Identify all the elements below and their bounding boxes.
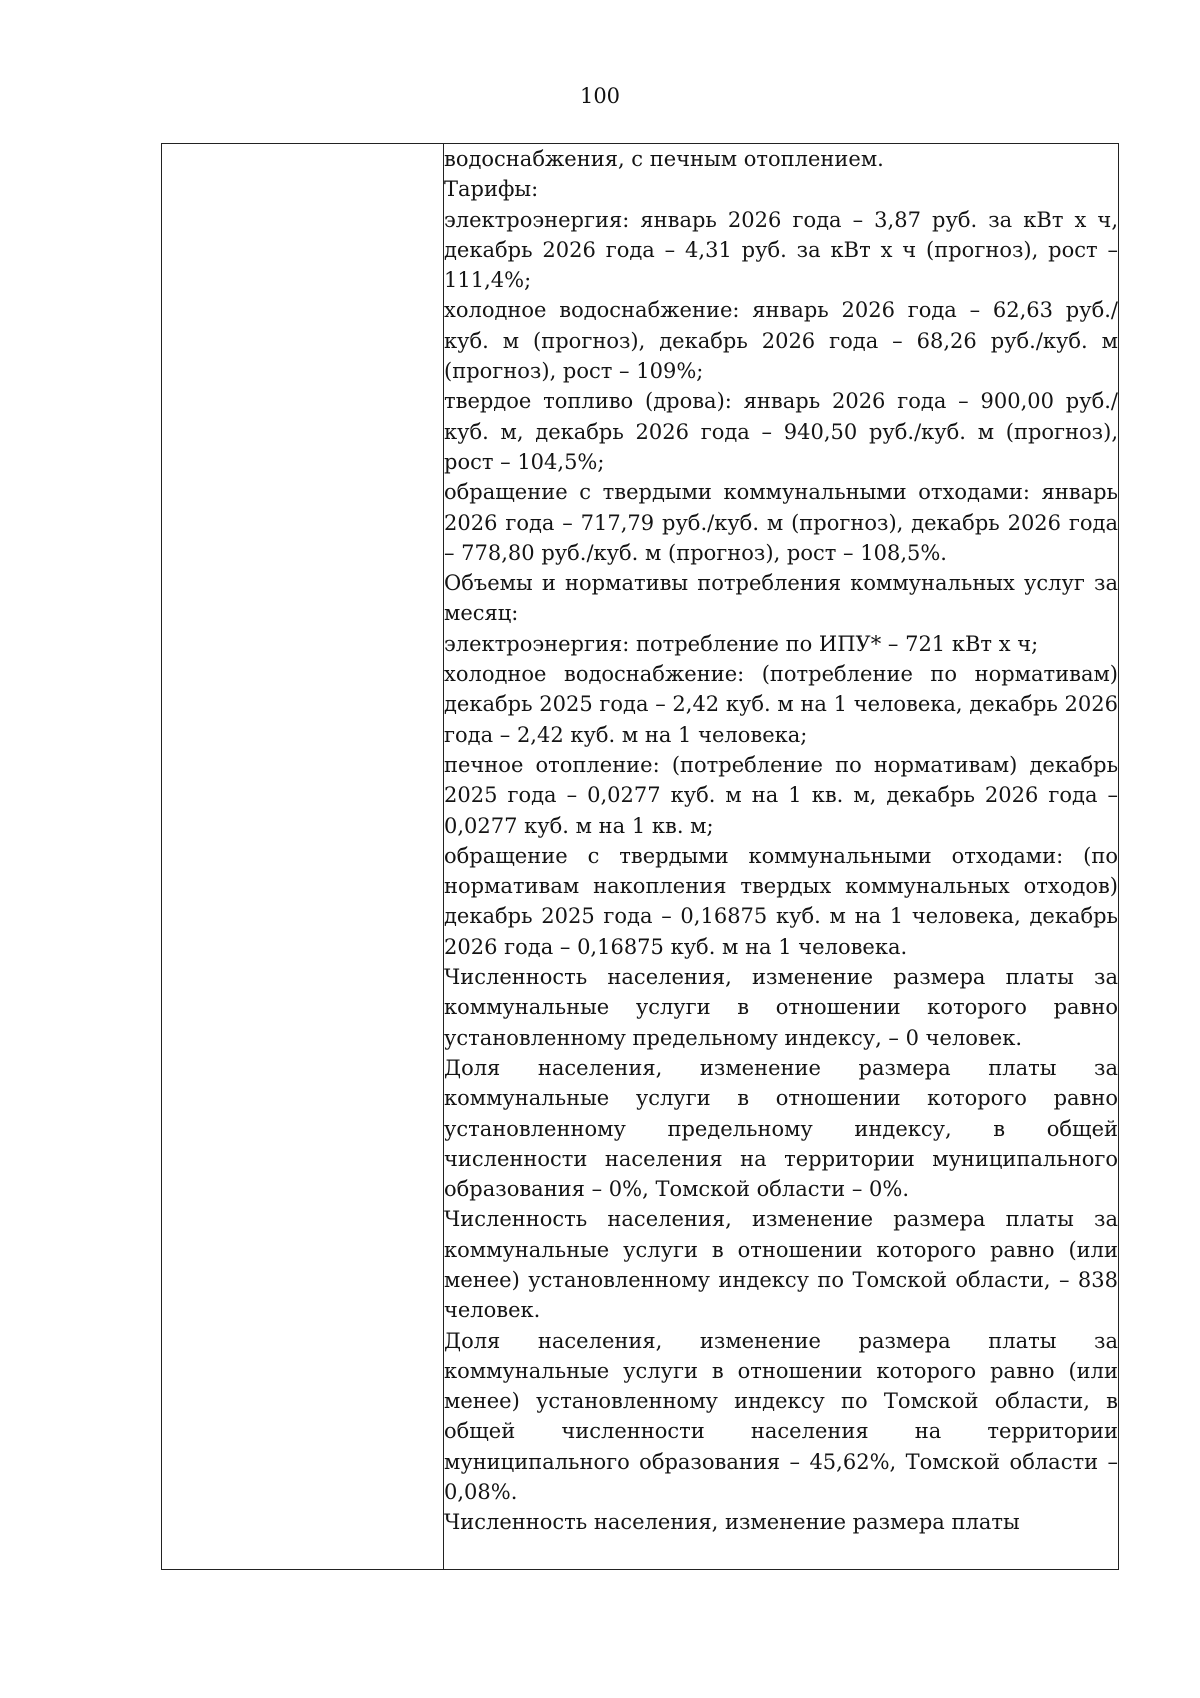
paragraph-population-continued: Численность населения, изменение размера платы bbox=[444, 1510, 1020, 1535]
paragraph-tariff-solid-fuel: твердое топливо (дрова): январь 2026 года – 900,00 руб./куб. м, декабрь 2026 года – 940,50 руб./куб. м (прогноз), рост – 104,5%; bbox=[444, 389, 1118, 474]
paragraph-tariff-solid-waste: обращение с твердыми коммунальными отходами: январь 2026 года – 717,79 руб./куб. м (прогноз), декабрь 2026 года – 778,80 руб./куб. м (прогноз), рост – 108,5%. bbox=[444, 480, 1118, 565]
paragraph-population-below-index: Численность населения, изменение размера платы за коммунальные услуги в отношении которого равно (или менее) установленному индексу по Томской области, – 838 человек. bbox=[444, 1207, 1118, 1323]
paragraph-volume-stove-heating: печное отопление: (потребление по нормативам) декабрь 2025 года – 0,0277 куб. м на 1 кв. м, декабрь 2026 года – 0,0277 куб. м на 1 кв. м; bbox=[444, 752, 1118, 838]
paragraph-volume-cold-water: холодное водоснабжение: (потребление по нормативам) декабрь 2025 года – 2,42 куб. м на 1 человека, декабрь 2026 года – 2,42 куб. м на 1 человека; bbox=[444, 662, 1118, 747]
paragraph-volume-electricity: электроэнергия: потребление по ИПУ* – 721 кВт х ч; bbox=[444, 631, 1039, 656]
table-row bbox=[162, 144, 1119, 1570]
paragraph-water-heating: водоснабжения, с печным отоплением. bbox=[444, 147, 884, 171]
paragraph-volumes-heading: Объемы и нормативы потребления коммунальных услуг за месяц: bbox=[444, 571, 1118, 626]
paragraph-volume-solid-waste: обращение с твердыми коммунальными отходами: (по нормативам накопления твердых коммунальных отходов) декабрь 2025 года – 0,16875 куб. м на 1 человека, декабрь 2026 года – 0,16875 куб. м на 1 человека. bbox=[444, 843, 1118, 959]
paragraph-share-below-index: Доля населения, изменение размера платы за коммунальные услуги в отношении которого равно (или менее) установленному индексу по Томской области, в общей численности населения на территории муниципального образования – 45,62%, Томской области – 0,08%. bbox=[444, 1328, 1118, 1505]
paragraph-tariffs-heading: Тарифы: bbox=[444, 177, 539, 202]
paragraph-share-at-limit: Доля населения, изменение размера платы за коммунальные услуги в отношении которого равно установленному предельному индексу, в общей численности населения на территории муниципального образования – 0%, Томской области – 0%. bbox=[444, 1055, 1118, 1202]
paragraph-population-at-limit: Численность населения, изменение размера платы за коммунальные услуги в отношении которого равно установленному предельному индексу, – 0 человек. bbox=[444, 965, 1118, 1050]
paragraph-tariff-cold-water: холодное водоснабжение: январь 2026 года – 62,63 руб./куб. м (прогноз), декабрь 2026 года – 68,26 руб./куб. м (прогноз), рост – 109%; bbox=[444, 298, 1118, 384]
page-number: 100 bbox=[579, 84, 621, 108]
paragraph-tariff-electricity: электроэнергия: январь 2026 года – 3,87 руб. за кВт х ч, декабрь 2026 года – 4,31 руб. за кВт х ч (прогноз), рост – 111,4%; bbox=[444, 207, 1118, 293]
table-cell-left bbox=[162, 144, 444, 1570]
document-table bbox=[161, 143, 1119, 1570]
table-cell-right bbox=[444, 144, 1119, 1570]
